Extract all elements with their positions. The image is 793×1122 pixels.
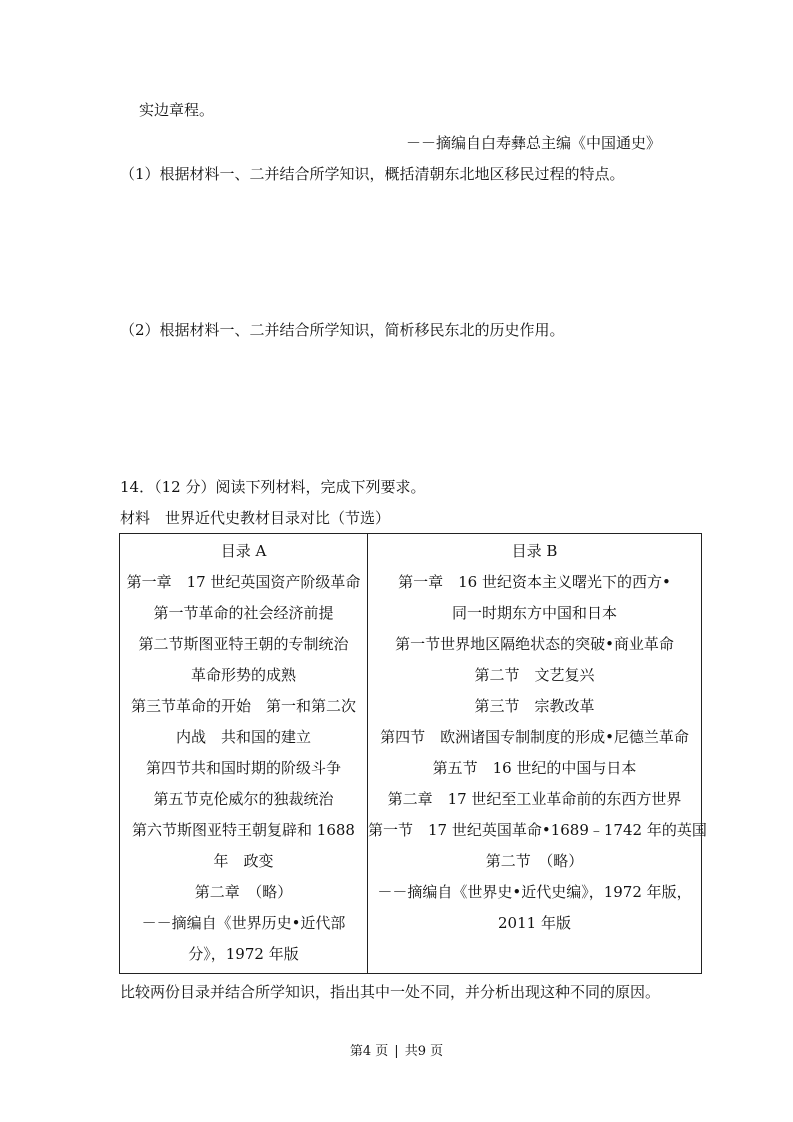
footer-separator: | [394,1044,399,1059]
question-2: （2）根据材料一、二并结合所学知识，简析移民东北的历史作用。 [120,321,565,339]
toc-b-line: －－摘编自《世界史•近代史编》，1972 年版， [377,883,692,901]
material-title: 材料 世界近代史教材目录对比（节选） [120,509,391,527]
toc-b-line: 同一时期东方中国和日本 [451,604,617,622]
toc-a-line: －－摘编自《世界历史•近代部 [141,914,346,932]
question-14-header: 14．（12 分）阅读下列材料，完成下列要求。 [120,478,426,496]
toc-b-line: 第一节 17 世纪英国革命•1689﹣1742 年的英国 [368,821,707,839]
page-footer [0,1040,793,1059]
toc-b-line: 第二节 （略） [485,852,584,870]
toc-b-line: 第四节 欧洲诸国专制制度的形成•尼德兰革命 [380,728,689,746]
toc-column-a [120,534,368,974]
toc-a-line: 年 政变 [213,852,274,870]
toc-b-line: 目录 B [511,542,558,560]
toc-a-line: 第六节斯图亚特王朝复辟和 1688 [132,821,355,839]
toc-a-line: 第三节革命的开始 第一和第二次 [130,697,356,715]
question-1: （1）根据材料一、二并结合所学知识，概括清朝东北地区移民过程的特点。 [120,165,625,183]
toc-a-line: 内战 共和国的建立 [175,728,311,746]
total-pages: 共9 页 [404,1044,444,1059]
toc-b-line: 第五节 16 世纪的中国与日本 [432,759,637,777]
toc-a-line: 第二节斯图亚特王朝的专制统治 [138,635,349,653]
toc-a-line: 分》，1972 年版 [188,945,299,963]
toc-comparison-table [119,533,707,974]
toc-a-line: 第一章 17 世纪英国资产阶级革命 [126,573,361,591]
toc-a-line: 第五节克伦威尔的独裁统治 [153,790,334,808]
toc-b-line: 第二节 文艺复兴 [474,666,595,684]
toc-a-line: 第一节革命的社会经济前提 [153,604,334,622]
toc-b-line: 第一节世界地区隔绝状态的突破•商业革命 [395,635,674,653]
source-citation: －－摘编自白寿彝总主编《中国通史》 [406,134,662,152]
toc-b-line: 第三节 宗教改革 [474,697,595,715]
toc-b-line: 2011 年版 [498,914,571,932]
toc-a-line: 第二章 （略） [194,883,293,901]
compare-question: 比较两份目录并结合所学知识，指出其中一处不同，并分析出现这种不同的原因。 [120,983,661,1001]
continuation-text: 实边章程。 [139,101,215,119]
toc-a-line: 目录 A [220,542,267,560]
toc-b-line: 第二章 17 世纪至工业革命前的东西方世界 [387,790,682,808]
toc-a-line: 第四节共和国时期的阶级斗争 [145,759,341,777]
toc-b-line: 第一章 16 世纪资本主义曙光下的西方• [398,573,671,591]
page-number: 第4 页 [349,1044,389,1059]
toc-column-b [368,534,707,974]
toc-a-line: 革命形势的成熟 [190,666,296,684]
